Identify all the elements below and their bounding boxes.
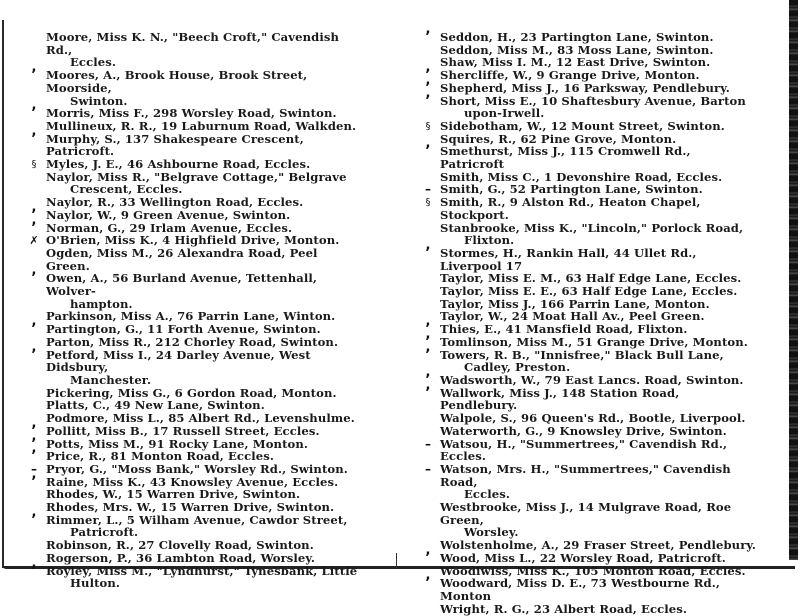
entry-address-continuation: Manchester. [70, 372, 152, 387]
entry-address: 9 Knowsley Drive, Swinton. [547, 423, 727, 438]
pencil-tick-mark-icon [28, 324, 40, 335]
pencil-tick-mark-icon [28, 223, 40, 234]
entry-name: Taylor, W., [440, 309, 508, 324]
entry-address: 9 Grange Drive, Monton. [536, 68, 700, 83]
entry-address-continuation: Crescent, Eccles. [70, 182, 183, 197]
entry-name: Taylor, Miss E. M., [440, 271, 562, 286]
entry-address: 166 Parrin Lane, Monton. [539, 296, 710, 311]
entry-name: Smethurst, Miss J., [440, 144, 566, 159]
entry-address: 148 Station Road, Pendlebury. [440, 385, 680, 413]
entry-address: 26 Alexandra Road, Peel Green. [46, 245, 318, 273]
entry-address: "Moss Bank," Worsley Rd., Swinton. [111, 461, 348, 476]
pencil-tick-mark-icon [28, 451, 40, 462]
entry-name: Taylor, Miss E. E., [440, 284, 558, 299]
directory-entry [440, 196, 758, 221]
entry-name: Rimmer, L., [46, 512, 123, 527]
entry-address: 17 Russell Street, Eccles. [152, 423, 320, 438]
entry-address: 27 Clovelly Road, Swinton. [138, 538, 314, 553]
entry-name: Stormes, H., [440, 245, 523, 260]
entry-name: Moores, A., [46, 68, 121, 83]
pencil-tick-mark-icon [28, 566, 40, 577]
entry-address: 15 Warren Drive, Swinton. [126, 487, 301, 502]
entry-address: 23 Albert Road, Eccles. [533, 601, 688, 616]
entry-name: Podmore, Miss L., [46, 411, 165, 426]
entry-name: O'Brien, Miss K., [46, 233, 159, 248]
entry-name: Smith, R., [440, 195, 506, 210]
directory-entry [440, 603, 758, 616]
entry-name: Murphy, S., [46, 131, 121, 146]
entry-address-continuation: Eccles. [70, 55, 116, 70]
entry-address: Brook House, Brook Street, Moorside, [46, 68, 308, 95]
entry-address: 5 Wilham Avenue, Cawdor Street, [126, 512, 348, 527]
entry-name: Owen, A., [46, 271, 108, 286]
entry-name: Rogerson, P., [46, 550, 132, 565]
pencil-squiggle-mark-icon [422, 121, 434, 132]
entry-address: Rankin Hall, 44 Ullet Rd., Liverpool 17 [440, 245, 697, 273]
pencil-tick-mark-icon [28, 134, 40, 145]
entry-address: 83 Moss Lane, Swinton. [557, 42, 714, 57]
entry-name: Partington, G., [46, 322, 143, 337]
entry-address-continuation: Swinton. [70, 93, 128, 108]
entry-name: Raine, Miss K., [46, 474, 146, 489]
entry-address: 63 Half Edge Lane, Eccles. [561, 284, 738, 299]
entry-address: 16 Parksway, Pendlebury. [563, 80, 730, 95]
entry-address: 56 Burland Avenue, Tettenhall, Wolver- [46, 271, 317, 299]
entry-name: Platts, C., [46, 398, 111, 413]
entry-address: 22 Worsley Road, Patricroft. [539, 550, 726, 565]
pencil-tick-mark-icon [422, 146, 434, 157]
entry-address: 23 Partington Lane, Swinton. [520, 30, 714, 44]
pencil-tick-mark-icon [28, 70, 40, 81]
pencil-tick-mark-icon [28, 515, 40, 526]
entry-address: 298 Worsley Road, Swinton. [153, 106, 337, 121]
entry-address: 85 Albert Rd., Levenshulme. [168, 411, 355, 426]
entry-name: Potts, Miss M., [46, 436, 145, 451]
directory-entry [46, 565, 364, 590]
directory-entry [440, 501, 758, 539]
entry-address: "Summertrees," Cavendish Road, [440, 461, 731, 489]
entry-name: Wallwork, Miss J., [440, 385, 558, 400]
entry-address: 62 Pine Grove, Monton. [520, 131, 677, 146]
directory-entry [46, 514, 364, 539]
entry-address: "Lincoln," Porlock Road, [581, 220, 744, 235]
entry-name: Pickering, Miss G., [46, 385, 171, 400]
entry-address: 96 Queen's Rd., Bootle, Liverpool. [521, 411, 746, 426]
entry-name: Wadsworth, W., [440, 372, 541, 387]
directory-entry [46, 247, 364, 272]
entry-name: Taylor, Miss J., [440, 296, 536, 311]
entry-address: 19 Laburnum Road, Walkden. [160, 118, 357, 133]
directory-entry [440, 222, 758, 247]
entry-name: Tomlinson, Miss M., [440, 334, 573, 349]
pencil-tick-mark-icon [422, 248, 434, 259]
entry-name: Sidebotham, W., [440, 118, 547, 133]
entry-address: 41 Mansfield Road, Flixton. [505, 322, 688, 337]
entry-name: Morris, Miss F., [46, 106, 149, 121]
directory-entry [46, 31, 364, 69]
entry-address: 43 Knowsley Avenue, Eccles. [149, 474, 339, 489]
left-page-column [46, 31, 364, 590]
entry-address: "Summertrees," Cavendish Rd., Eccles. [440, 436, 728, 464]
pencil-dash-mark-icon [422, 464, 434, 475]
entry-name: Watson, Mrs. H., [440, 461, 550, 476]
entry-name: Pollitt, Miss B., [46, 423, 149, 438]
entry-address: 6 Gordon Road, Monton. [174, 385, 337, 400]
entry-name: Squires, R., [440, 131, 517, 146]
entry-name: Woodiwiss, Miss K., [440, 563, 570, 578]
entry-name: Norman, G., [46, 220, 126, 235]
entry-address: 49 New Lane, Swinton. [114, 398, 265, 413]
pencil-tick-mark-icon [422, 32, 434, 43]
entry-name: Mullineux, R. R., [46, 118, 157, 133]
directory-entry [440, 247, 758, 272]
entry-name: Petford, Miss I., [46, 347, 152, 362]
entry-name: Wolstenholme, A., [440, 538, 559, 553]
entry-address: 105 Monton Road, Eccles. [574, 563, 746, 578]
entry-name: Shepherd, Miss J., [440, 80, 560, 95]
entry-address: 14 Mulgrave Road, Roe Green, [440, 500, 732, 527]
directory-entry [46, 133, 364, 158]
entry-address: 10 Shaftesbury Avenue, Barton [540, 93, 746, 108]
entry-name: Wright, R. G., [440, 601, 530, 616]
pencil-squiggle-mark-icon [28, 159, 40, 170]
directory-entry [440, 349, 758, 374]
entry-address: 52 Partington Lane, Swinton. [509, 182, 703, 197]
entry-address-continuation: Patricroft. [70, 525, 139, 540]
entry-address: 36 Lambton Road, Worsley. [136, 550, 316, 565]
entry-name: Naylor, W., [46, 207, 117, 222]
entry-name: Rhodes, W., [46, 487, 123, 502]
pencil-tick-mark-icon [422, 96, 434, 107]
entry-address-continuation: hampton. [70, 296, 133, 311]
entry-name: Wood, Miss L., [440, 550, 536, 565]
entry-address-continuation: Worsley. [464, 525, 519, 540]
pencil-squiggle-mark-icon [422, 197, 434, 208]
pencil-dash-mark-icon [422, 439, 434, 450]
entry-address: 76 Parrin Lane, Winton. [177, 309, 336, 324]
entry-name: Price, R., [46, 449, 107, 464]
entry-name: Naylor, Miss R., [46, 169, 150, 184]
entry-address: 91 Rocky Lane, Monton. [148, 436, 309, 451]
entry-address: 33 Wellington Road, Eccles. [119, 195, 304, 210]
directory-entry [440, 387, 758, 412]
entry-name: Walpole, S., [440, 411, 517, 426]
entry-address: 29 Fraser Street, Pendlebury. [563, 538, 757, 553]
right-page-column [440, 31, 758, 615]
entry-name: Thies, E., [440, 322, 502, 337]
entry-address: "Lyndhurst," Tynesbank, Little [156, 563, 358, 578]
pencil-cross-mark-icon [28, 235, 40, 246]
entry-name: Rhodes, Mrs. W., [46, 500, 157, 515]
entry-name: Smith, Miss C., [440, 169, 540, 184]
entry-address: 11 Forth Avenue, Swinton. [147, 322, 321, 337]
entry-address-continuation: Cadley, Preston. [464, 360, 571, 375]
directory-entry [440, 438, 758, 463]
entry-address: 12 Mount Street, Swinton. [550, 118, 725, 133]
entry-address: 81 Monton Road, Eccles. [110, 449, 274, 464]
pencil-tick-mark-icon [28, 273, 40, 284]
entry-name: Pryor, G., [46, 461, 108, 476]
entry-address: 9 Green Avenue, Swinton. [120, 207, 291, 222]
entry-name: Parkinson, Miss A., [46, 309, 173, 324]
pencil-dash-mark-icon [422, 184, 434, 195]
entry-address: 79 East Lancs. Road, Swinton. [544, 372, 744, 387]
entry-address: "Innisfree," Black Bull Lane, [534, 347, 724, 362]
entry-name: Parton, Miss R., [46, 334, 152, 349]
entry-address: 9 Alston Rd., Heaton Chapel, Stockport. [440, 195, 701, 222]
entry-address: 63 Half Edge Lane, Eccles. [565, 271, 742, 286]
pencil-tick-mark-icon [422, 553, 434, 564]
entry-name: Waterworth, G., [440, 423, 544, 438]
entry-address: 115 Cromwell Rd., Patricroft [440, 144, 691, 172]
entry-address: 29 Irlam Avenue, Eccles. [129, 220, 293, 235]
entry-address: 137 Shakespeare Crescent, Patricroft. [46, 131, 304, 159]
entry-name: Westbrooke, Miss J., [440, 500, 574, 515]
entry-address: 15 Warren Drive, Swinton. [160, 500, 335, 515]
entry-name: Royley, Miss M., [46, 563, 153, 578]
entry-name: Moore, Miss K. N., [46, 30, 169, 44]
directory-entry [440, 577, 758, 602]
binding-edge [789, 0, 798, 560]
entry-name: Watsou, H., [440, 436, 516, 451]
entry-name: Towers, R. B., [440, 347, 531, 362]
entry-address: 1 Devonshire Road, Eccles. [543, 169, 723, 184]
entry-address: 46 Ashbourne Road, Eccles. [126, 157, 311, 172]
pencil-tick-mark-icon [422, 350, 434, 361]
entry-address: "Belgrave Cottage," Belgrave [154, 169, 347, 184]
pencil-tick-mark-icon [422, 578, 434, 589]
gutter-line [396, 553, 397, 568]
entry-name: Ogden, Miss M., [46, 245, 153, 260]
directory-entry [440, 95, 758, 120]
entry-address: 4 Highfield Drive, Monton. [162, 233, 340, 248]
entry-name: Robinson, R., [46, 538, 135, 553]
pencil-tick-mark-icon [28, 350, 40, 361]
directory-entry [440, 145, 758, 170]
entry-address: 73 Westbourne Rd., Monton [440, 576, 720, 603]
pencil-tick-mark-icon [28, 477, 40, 488]
entry-address: 24 Moat Hall Av., Peel Green. [511, 309, 705, 324]
page-left-border [2, 20, 4, 568]
entry-address: 51 Grange Drive, Monton. [576, 334, 748, 349]
entry-address-continuation: upon-Irwell. [464, 106, 545, 121]
entry-address-continuation: Eccles. [464, 487, 510, 502]
directory-entry [46, 171, 364, 196]
entry-name: Naylor, R., [46, 195, 116, 210]
entry-address: 212 Chorley Road, Swinton. [155, 334, 339, 349]
entry-name: Myles, J. E., [46, 157, 123, 172]
directory-entry [46, 69, 364, 107]
entry-name: Smith, G., [440, 182, 506, 197]
entry-name: Seddon, Miss M., [440, 42, 554, 57]
entry-address-continuation: Flixton. [464, 233, 515, 248]
entry-name: Woodward, Miss D. E., [440, 576, 587, 591]
entry-name: Short, Miss E., [440, 93, 537, 108]
entry-address: 24 Darley Avenue, West Didsbury, [46, 347, 311, 375]
pencil-tick-mark-icon [28, 108, 40, 119]
directory-entry [440, 463, 758, 501]
entry-name: Shaw, Miss I. M., [440, 55, 552, 70]
entry-address-continuation: Hulton. [70, 576, 121, 591]
entry-address: "Beech Croft," Cavendish Rd., [46, 30, 339, 57]
entry-address: 12 East Drive, Swinton. [556, 55, 711, 70]
directory-entry [46, 349, 364, 387]
directory-entry [46, 272, 364, 310]
entry-name: Seddon, H., [440, 30, 517, 44]
entry-name: Shercliffe, W., [440, 68, 533, 83]
pencil-tick-mark-icon [422, 388, 434, 399]
entry-name: Stanbrooke, Miss K., [440, 220, 578, 235]
